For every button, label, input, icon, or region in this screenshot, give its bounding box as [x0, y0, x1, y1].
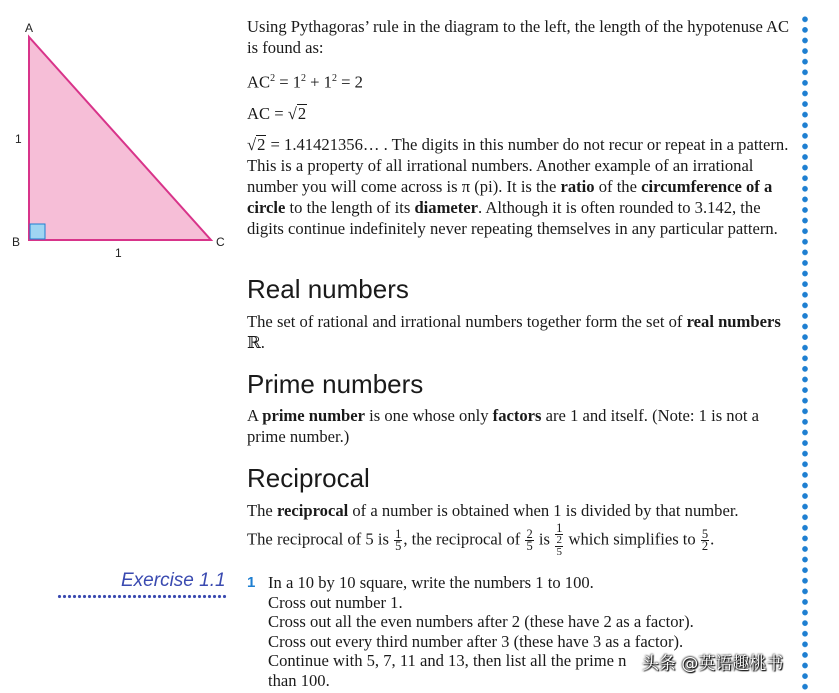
side-ab-label: 1	[15, 132, 22, 146]
margin-dotted-rule	[801, 14, 809, 692]
exercise-line: In a 10 by 10 square, write the numbers 1 to 100.	[268, 573, 594, 592]
fraction-two-fifths: $\frac{2}{5}$	[526, 527, 533, 553]
fraction-compound: 1 2 5	[556, 521, 563, 558]
irrational-paragraph: √2 = 1.41421356… . The digits in this number do not recur or repeat in a pattern. This is a property of all irrational numbers. Another example of an irrational number you will come across is π (pi). It is the ratio of the circumference of a circle to the length of its diameter. Although it is often rounded to 3.142, the digits continue indefinitely never repeating themselves in any particular pattern.	[247, 134, 789, 238]
vertex-c-label: C	[216, 235, 225, 249]
right-angle-marker	[30, 224, 45, 239]
side-bc-label: 1	[115, 246, 122, 260]
watermark-text: 头条 @英语趣桃书	[642, 654, 784, 674]
intro-paragraph: Using Pythagoras’ rule in the diagram to the left, the length of the hypotenuse AC is found as:	[247, 17, 790, 57]
exercise-line: Cross out every third number after 3 (these have 3 as a factor).	[268, 631, 684, 651]
exercise-item-number: 1	[247, 574, 256, 591]
reciprocal-paragraph: The reciprocal of a number is obtained when 1 is divided by that number. The reciprocal of 5 is $\frac{1}{5}$ , the reciprocal of $\frac{2}{5}$ is 1 2 5 which simplifies to $\frac{5}{2}$ .	[247, 500, 795, 558]
exercise-dotted-rule	[57, 594, 227, 599]
real-numbers-heading: Real numbers	[247, 274, 409, 304]
fraction-one-fifth: $\frac{1}{5}$	[395, 527, 402, 553]
exercise-line: Cross out all the even numbers after 2 (these have 2 as a factor).	[268, 612, 694, 632]
prime-numbers-paragraph: A prime number is one whose only factors are 1 and itself. (Note: 1 is not a prime number.)	[247, 406, 760, 446]
real-numbers-paragraph: The set of rational and irrational numbers together form the set of real numbers ℝ.	[247, 312, 781, 352]
right-triangle-diagram	[0, 0, 240, 270]
exercise-label: Exercise 1.1	[121, 570, 226, 591]
vertex-a-label: A	[25, 21, 34, 35]
prime-numbers-heading: Prime numbers	[247, 369, 424, 399]
exercise-line: than 100.	[268, 670, 330, 690]
exercise-line: Cross out number 1.	[268, 592, 403, 612]
fraction-five-halves: $\frac{5}{2}$	[701, 527, 709, 553]
exercise-line: Continue with 5, 7, 11 and 13, then list all the prime n	[268, 651, 627, 671]
reciprocal-heading: Reciprocal	[247, 463, 370, 493]
triangle-shape	[29, 37, 211, 240]
equation-ac-squared: $AC^2 = 1^2 + 1^2 = 2$	[247, 72, 363, 92]
equation-ac: AC = √2	[247, 103, 307, 123]
intro-section	[247, 16, 795, 239]
reciprocal-examples: The reciprocal of 5 is $\frac{1}{5}$ , the reciprocal of $\frac{2}{5}$ is 1 2 5 which simplifies to $\frac{5}{2}$ .	[247, 521, 715, 558]
vertex-b-label: B	[12, 235, 21, 249]
